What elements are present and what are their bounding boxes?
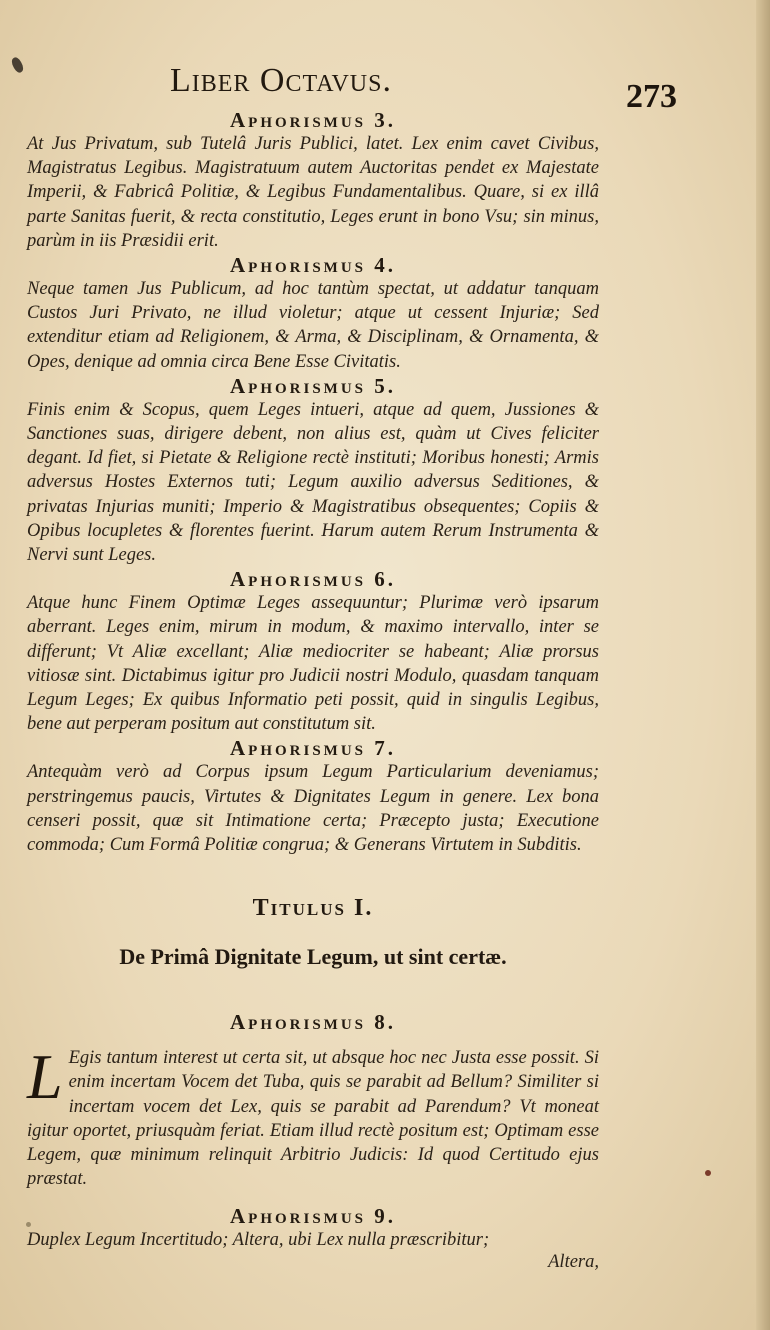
aphorism-text: Neque tamen Jus Publicum, ad hoc tantùm spectat, ut addatur tanquam Custos Juri Privato, ne illud violetur; atque ut cessent Injuriæ; Sed extenditur etiam ad Religionem, & Arma, & Disciplinam, & Ornamenta, & Opes, denique ad omnia circa Bene Esse Civitatis. bbox=[27, 279, 599, 372]
aphorism-heading: Aphorismus 5. bbox=[229, 373, 396, 398]
aphorism-9 bbox=[27, 1204, 599, 1273]
aphorism-3 bbox=[27, 108, 599, 253]
aphorism-heading: Aphorismus 6. bbox=[229, 567, 396, 592]
aphorism-text bbox=[27, 1041, 599, 1191]
aphorism-8 bbox=[27, 1010, 599, 1191]
aphorism-7 bbox=[27, 736, 599, 857]
spacer bbox=[27, 970, 599, 1010]
aphorism-heading: Aphorismus 8. bbox=[229, 1010, 396, 1035]
titulus-subtitle: De Primâ Dignitate Legum, ut sint certæ. bbox=[119, 944, 507, 970]
titulus-heading: Titulus I. bbox=[252, 895, 374, 922]
aphorism-text: Antequàm verò ad Corpus ipsum Legum Particularium deveniamus; perstringemus paucis, Virtutes & Dignitates Legum in genere. Lex bona censeri possit, quæ sit Intimatione certa; Præcepto justa; Executione commoda; Cum Formâ Politiæ congrua; & Generans Virtutem in Subditis. bbox=[27, 762, 599, 856]
paper-stain bbox=[705, 1170, 711, 1176]
ink-blot bbox=[10, 56, 26, 74]
aphorism-5 bbox=[27, 374, 599, 567]
page-number: 273 bbox=[626, 78, 677, 115]
aphorism-text: Finis enim & Scopus, quem Leges intueri, atque ad quem, Jussiones & Sanctiones suas, dirigere debent, non alius est, quàm ut Cives feliciter degant. Id fiet, si Pietate & Religione rectè instituti; Moribus honesti; Armis adversus Hostes Externos tuti; Legum auxilio adversus Seditiones, & privatas Injurias muniti; Imperio & Magistratibus obsequentes; Copiis & Opibus locupletes & florentes fuerint. Harum autem Rerum Instrumenta & Nervi sunt Leges. bbox=[27, 399, 599, 566]
aphorism-heading: Aphorismus 4. bbox=[229, 253, 396, 278]
spacer bbox=[27, 1192, 599, 1204]
aphorism-body: Egis tantum interest ut certa sit, ut absque hoc nec Justa esse possit. Si enim incertam Vocem det Tuba, quis se parabit ad Bellum? Similiter si incertam vocem det Lex, quis se parabit ad Parendum? Vt moneat igitur oportet, priusquàm feriat. Etiam illud rectè positum est; Optimam esse Legem, quæ minimum relinquit Arbitrio Judicis: Id quod Certitudo ejus præstat. bbox=[27, 1048, 599, 1190]
aphorism-text: At Jus Privatum, sub Tutelâ Juris Publici, latet. Lex enim cavet Civibus, Magistratus Legibus. Magistratuum autem Auctoritas pendet ex Majestate Imperii, & Fabricâ Politiæ, & Legibus Fundamentalibus. Quare, si ex illâ parte Sanitas fuerit, & recta constitutio, Leges erunt in bono Vsu; sin minus, parùm in iis Præsidii erit. bbox=[27, 134, 599, 251]
aphorism-heading: Aphorismus 9. bbox=[229, 1203, 396, 1228]
spacer bbox=[27, 1034, 599, 1046]
page-edge bbox=[756, 0, 770, 1330]
aphorism-4 bbox=[27, 253, 599, 374]
spacer bbox=[27, 857, 599, 895]
aphorism-text: Atque hunc Finem Optimæ Leges assequuntur; Plurimæ verò ipsarum aberrant. Leges enim, mirum in modum, & maximo intervallo, inter se differunt; Vt Aliæ excellant; Aliæ mediocriter se habeant; Aliæ prorsus vitiosæ sint. Dictabimus igitur pro Judicii nostri Modulo, quasdam tanquam Legum Leges; Ex quibus Informatio peti possit, quid in singulis Legibus, bene aut perperam positum aut constitutum sit. bbox=[27, 593, 599, 735]
running-head: Liber Octavus. bbox=[170, 62, 392, 99]
aphorism-heading: Aphorismus 3. bbox=[229, 108, 396, 132]
spacer bbox=[27, 922, 599, 944]
catchword: Altera, bbox=[548, 1251, 599, 1272]
aphorism-text: Duplex Legum Incertitudo; Altera, ubi Lex nulla præscribitur; bbox=[27, 1229, 490, 1250]
aphorism-heading: Aphorismus 7. bbox=[229, 736, 396, 761]
aphorism-6 bbox=[27, 567, 599, 736]
page-body bbox=[27, 108, 599, 1273]
drop-cap: L bbox=[27, 1041, 63, 1113]
